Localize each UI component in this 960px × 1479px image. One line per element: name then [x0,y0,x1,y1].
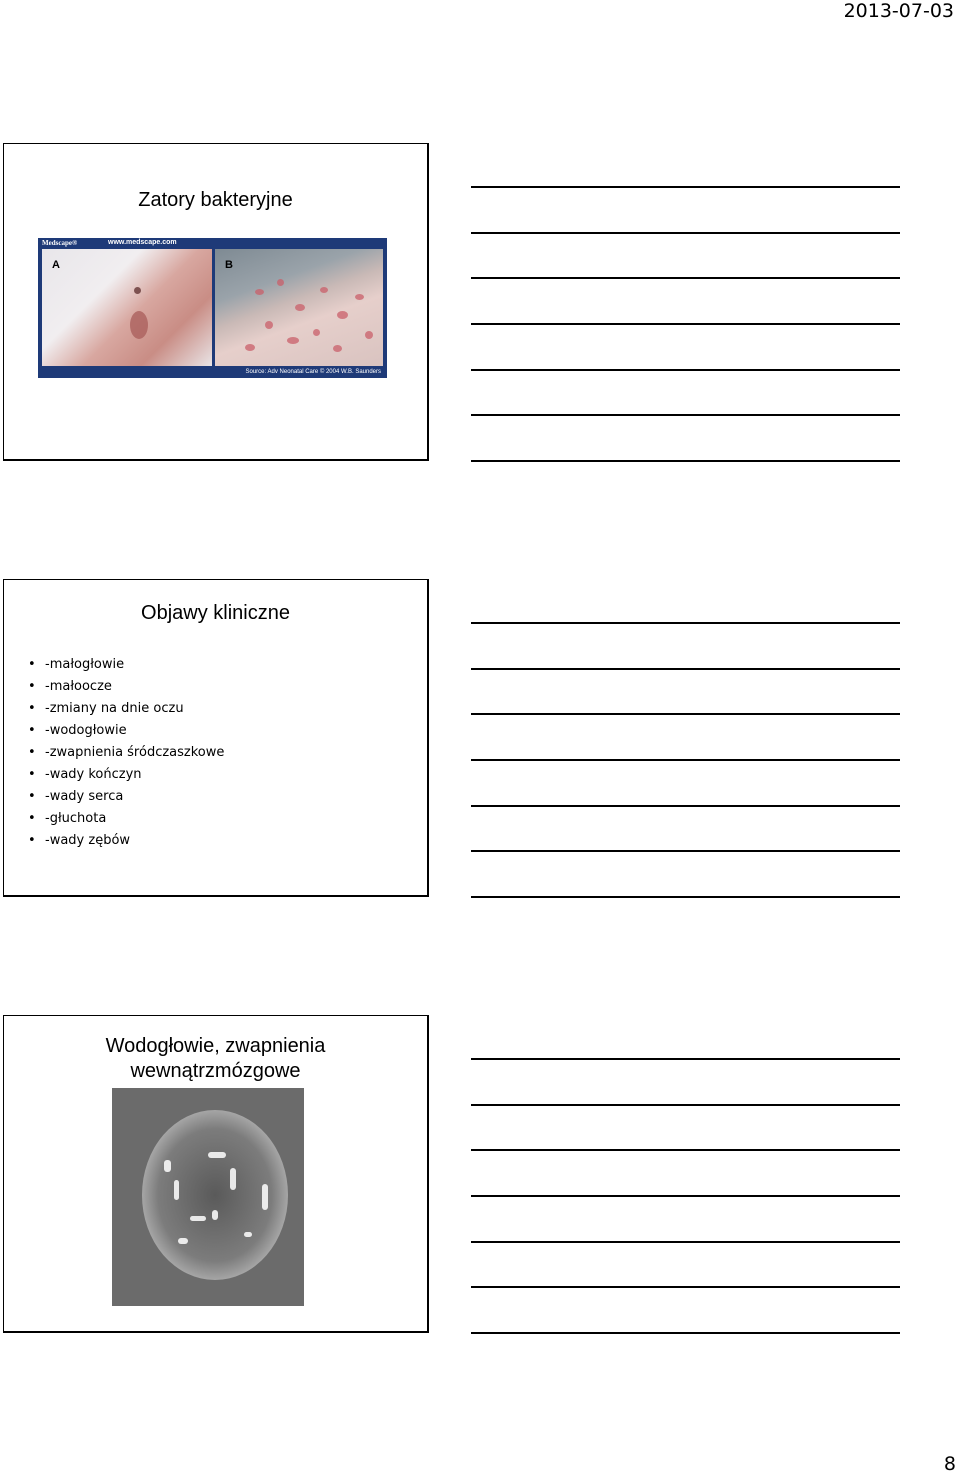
slide-1 [3,143,429,461]
figure-header [38,238,387,249]
list-item: • -małoocze [28,676,224,698]
figure-source: Source: Adv Neonatal Care © 2004 W.B. Saunders [245,369,381,375]
list-item: • -zwapnienia śródczaszkowe [28,742,224,764]
figure-footer [38,367,387,378]
list-item: • -głuchota [28,808,224,830]
slide-3 [3,1015,429,1333]
list-item: • -wady zębów [28,830,224,852]
bacterial-emboli-photo [38,238,387,378]
slide-2-title: Objawy kliniczne [141,602,290,624]
slide-3-title-line-2: wewnątrzmózgowe [130,1060,301,1082]
list-item: • -zmiany na dnie oczu [28,698,224,720]
photo-panel-a [42,249,212,366]
page-number: 8 [943,1453,956,1475]
list-item: • -wodogłowie [28,720,224,742]
document-date: 2013-07-03 [843,0,954,22]
list-item: • -wady serca [28,786,224,808]
panel-a-label: A [52,259,60,271]
list-item: • -małogłowie [28,654,224,676]
slide-1-title: Zatory bakteryjne [138,189,293,211]
slide-2 [3,579,429,897]
symptoms-list [28,654,224,852]
list-item: • -wady kończyn [28,764,224,786]
slide-3-title-line-1: Wodogłowie, zwapnienia [105,1035,326,1057]
ct-scan-image [112,1088,304,1306]
panel-b-label: B [225,259,233,271]
photo-panel-b [215,249,383,366]
medscape-logo: Medscape® [42,239,78,247]
slide-3-title [4,1034,427,1084]
figure-url: www.medscape.com [108,239,177,246]
